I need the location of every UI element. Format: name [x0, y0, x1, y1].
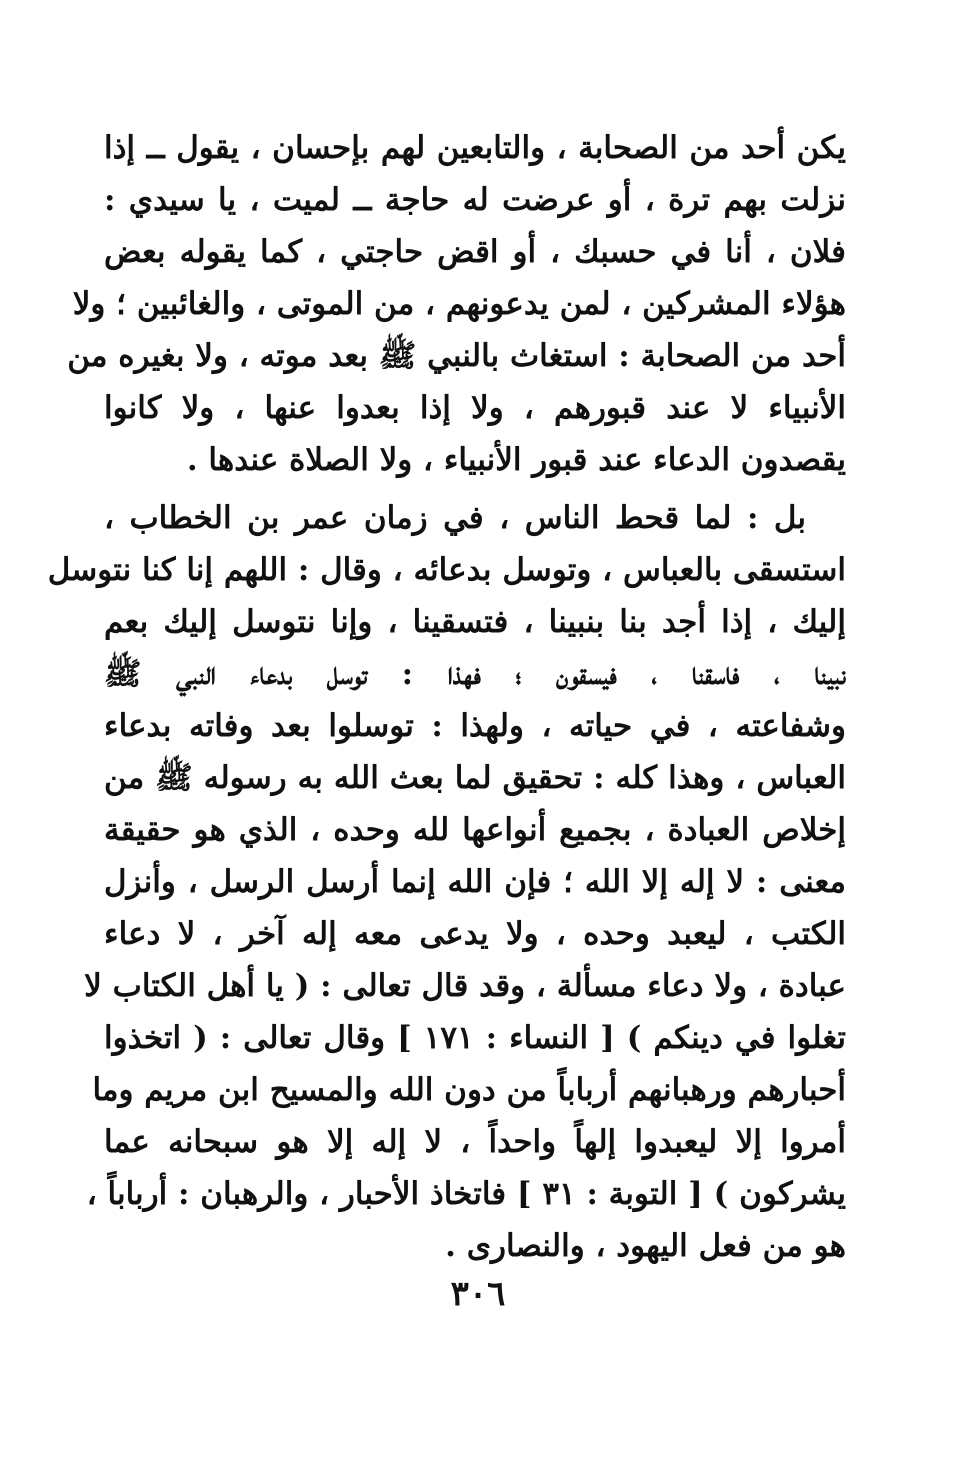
text-line: استسقى بالعباس ، وتوسل بدعائه ، وقال : اللهم إنا كنا نتوسل: [47, 552, 846, 588]
text-line: بل : لما قحط الناس ، في زمان عمر بن الخطاب ،: [104, 500, 806, 536]
text-line: تغلوا في دينكم ) [ النساء : ١٧١ ] وقال تعالى : ( اتخذوا: [104, 1020, 846, 1056]
text-line: هو من فعل اليهود ، والنصارى .: [445, 1228, 846, 1264]
text-line: إخلاص العبادة ، بجميع أنواعها لله وحده ، الذي هو حقيقة: [104, 812, 846, 848]
text-line: يشركون ) [ التوبة : ٣١ ] فاتخاذ الأحبار ، والرهبان : أرباباً ،: [86, 1176, 846, 1212]
page-number: ٣٠٦: [450, 1274, 506, 1314]
text-line: وشفاعته ، في حياته ، ولهذا : توسلوا بعد وفاته بدعاء: [104, 708, 846, 744]
text-line: العباس ، وهذا كله : تحقيق لما بعث الله به رسوله ﷺ من: [104, 760, 846, 796]
paragraph-2: [47, 492, 846, 1272]
text-line: يكن أحد من الصحابة ، والتابعين لهم بإحسان ، يقول ــ إذا: [104, 130, 846, 166]
text-line: فلان ، أنا في حسبك ، أو اقض حاجتي ، كما يقوله بعض: [104, 234, 846, 270]
text-line: إليك ، إذا أجد بنا بنبينا ، فتسقينا ، وإنا نتوسل إليك بعم: [104, 604, 846, 640]
text-line: الكتب ، ليعبد وحده ، ولا يدعى معه إله آخر ، لا دعاء: [104, 916, 846, 952]
text-line: نبينا ، فاسقنا ، فيسقون ؛ فهذا : توسل بدعاء النبي ﷺ: [104, 656, 846, 692]
text-line: يقصدون الدعاء عند قبور الأنبياء ، ولا الصلاة عندها .: [186, 442, 846, 478]
text-line: الأنبياء لا عند قبورهم ، ولا إذا بعدوا عنها ، ولا كانوا: [104, 390, 846, 426]
paragraph-1: [67, 122, 846, 486]
text-line: نزلت بهم ترة ، أو عرضت له حاجة ــ لميت ، يا سيدي :: [104, 182, 846, 218]
text-line: هؤلاء المشركين ، لمن يدعونهم ، من الموتى ، والغائبين ؛ ولا: [72, 286, 846, 322]
text-line: أمروا إلا ليعبدوا إلهاً واحداً ، لا إله إلا هو سبحانه عما: [104, 1124, 846, 1160]
text-line: أحد من الصحابة : استغاث بالنبي ﷺ بعد موته ، ولا بغيره من: [67, 338, 846, 374]
text-line: معنى : لا إله إلا الله ؛ فإن الله إنما أرسل الرسل ، وأنزل: [104, 864, 846, 900]
text-line: عبادة ، ولا دعاء مسألة ، وقد قال تعالى : ( يا أهل الكتاب لا: [84, 968, 846, 1004]
text-line: أحبارهم ورهبانهم أرباباً من دون الله والمسيح ابن مريم وما: [92, 1072, 846, 1108]
